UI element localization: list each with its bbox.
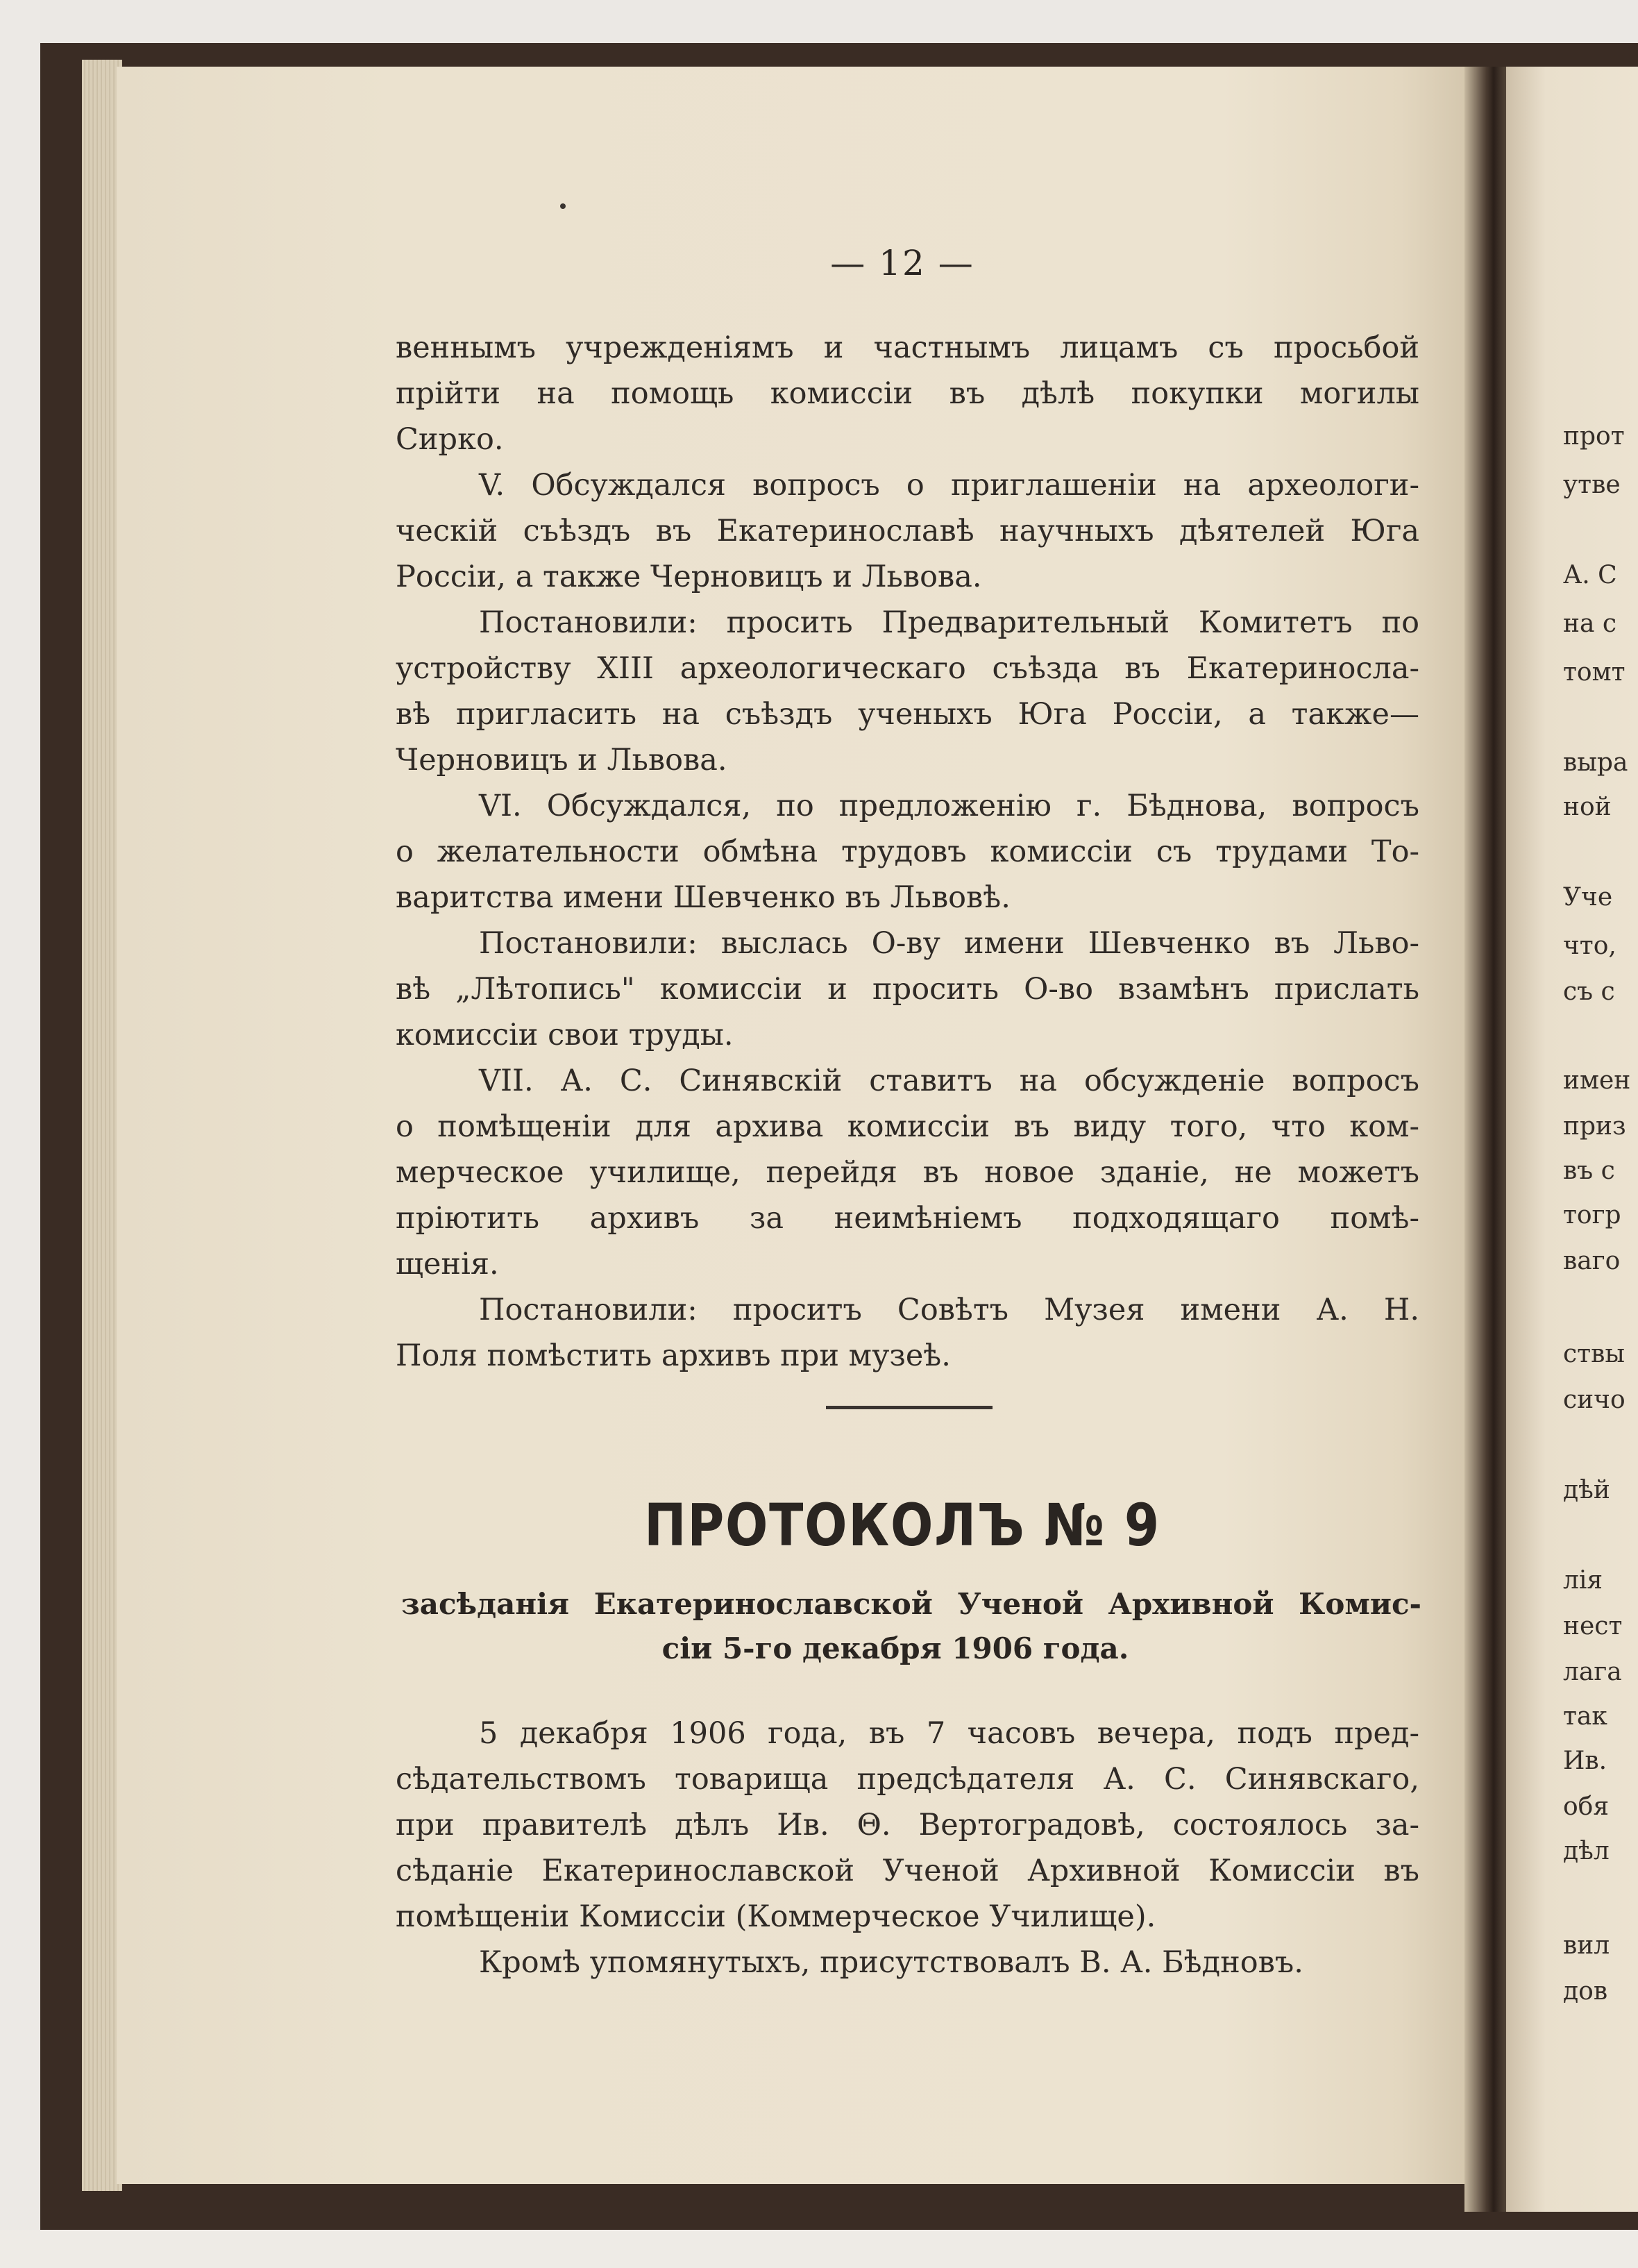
facing-page-fragment: ствы <box>1563 1340 1625 1368</box>
scan-margin-top <box>0 0 1638 43</box>
text-line: сѣдательствомъ товарища предсѣдателя А. С. Синявскаго, <box>396 1762 1419 1797</box>
text-line: Сирко. <box>396 422 504 457</box>
text-line: Кромѣ упомянутыхъ, присутствовалъ В. А. Бѣдновъ. <box>479 1945 1303 1980</box>
text-line: Россіи, а также Черновицъ и Львова. <box>396 560 982 594</box>
facing-page-fragment: выра <box>1563 748 1628 777</box>
facing-page-fragment: приз <box>1563 1112 1626 1141</box>
facing-page-fragment: вил <box>1563 1931 1610 1960</box>
text-line: VI. Обсуждался, по предложенію г. Бѣднова, вопросъ <box>479 789 1419 823</box>
text-line: Постановили: выслась О-ву имени Шевченко въ Льво- <box>479 926 1419 961</box>
text-line: Поля помѣстить архивъ при музеѣ. <box>396 1338 951 1373</box>
text-line: 5 декабря 1906 года, въ 7 часовъ вечера, подъ пред- <box>479 1716 1419 1751</box>
text-line: прійти на помощь комиссіи въ дѣлѣ покупки могилы <box>396 376 1419 411</box>
text-line: V. Обсуждался вопросъ о приглашеніи на археологи- <box>479 468 1419 503</box>
facing-page-fragment: лія <box>1563 1566 1603 1595</box>
protocol-subtitle-line: засѣданія Екатеринославской Ученой Архивной Комис- <box>401 1587 1421 1621</box>
text-line: мерческое училище, перейдя въ новое зданіе, не можетъ <box>396 1155 1419 1190</box>
scan-margin-bottom <box>0 2230 1638 2268</box>
facing-page-fragment: томт <box>1563 658 1626 687</box>
text-line: варитства имени Шевченко въ Львовѣ. <box>396 880 1011 915</box>
facing-page-fragment: обя <box>1563 1792 1610 1821</box>
text-line: Постановили: просить Предварительный Комитетъ по <box>479 605 1419 640</box>
facing-page-fragment: Ив. <box>1563 1747 1607 1775</box>
facing-page-fragment: что, <box>1563 932 1616 960</box>
facing-page-fragment: сичо <box>1563 1386 1626 1414</box>
text-line: ческій съѣздъ въ Екатеринославѣ научныхъ дѣятелей Юга <box>396 514 1419 548</box>
facing-page-fragment: съ с <box>1563 977 1615 1006</box>
facing-page-fragment: ной <box>1563 793 1612 821</box>
text-line: веннымъ учрежденіямъ и частнымъ лицамъ съ просьбой <box>396 330 1419 365</box>
facing-page-fragment: ваго <box>1563 1247 1621 1275</box>
protocol-title: ПРОТОКОЛЪ № 9 <box>644 1491 1160 1559</box>
text-line: сѣданіе Екатеринославской Ученой Архивной Комиссіи въ <box>396 1854 1419 1888</box>
text-line: вѣ пригласить на съѣздъ ученыхъ Юга Россіи, а также— <box>396 697 1419 732</box>
facing-page-fragment: дѣй <box>1563 1476 1610 1504</box>
facing-page-fragment: дов <box>1563 1977 1608 2006</box>
facing-page-fragment: нест <box>1563 1612 1623 1640</box>
text-line: комиссіи свои труды. <box>396 1018 734 1052</box>
facing-page-fragment: так <box>1563 1702 1607 1731</box>
text-line: о помѣщеніи для архива комиссіи въ виду того, что ком- <box>396 1109 1419 1144</box>
text-line: пріютить архивъ за неимѣніемъ подходящаго помѣ- <box>396 1201 1419 1236</box>
facing-page-fragment: прот <box>1563 422 1625 451</box>
facing-page <box>1506 67 1638 2212</box>
text-line: вѣ „Лѣтопись" комиссіи и просить О-во взамѣнъ прислать <box>396 972 1419 1007</box>
text-line: помѣщеніи Комиссіи (Коммерческое Училище). <box>396 1899 1156 1934</box>
scan-margin-left <box>0 0 40 2268</box>
text-line: о желательности обмѣна трудовъ комиссіи съ трудами То- <box>396 834 1419 869</box>
facing-page-fragment: въ с <box>1563 1157 1615 1185</box>
facing-page-fragment: на с <box>1563 610 1617 638</box>
facing-page-fragment: дѣл <box>1563 1837 1610 1865</box>
facing-page-fragment: Уче <box>1563 883 1613 912</box>
text-line: VII. А. С. Синявскій ставитъ на обсужденіе вопросъ <box>479 1064 1419 1098</box>
facing-page-fragment: имен <box>1563 1066 1631 1095</box>
facing-page-fragment: лага <box>1563 1658 1622 1686</box>
facing-page-fragment: тогр <box>1563 1201 1621 1229</box>
protocol-subtitle-line: сіи 5-го декабря 1906 года. <box>661 1631 1129 1665</box>
text-line: при правителѣ дѣлъ Ив. Θ. Вертоградовѣ, состоялось за- <box>396 1808 1419 1842</box>
facing-page-fragment: утве <box>1563 471 1621 499</box>
ink-speck <box>560 203 566 209</box>
text-line: устройству XIII археологическаго съѣзда въ Екатериносла- <box>396 651 1419 686</box>
text-line: Черновицъ и Львова. <box>396 743 727 778</box>
facing-page-fragment: А. С <box>1563 561 1617 589</box>
page-number: — 12 — <box>830 243 974 283</box>
section-divider <box>826 1406 993 1409</box>
text-line: щенія. <box>396 1247 499 1282</box>
text-line: Постановили: проситъ Совѣтъ Музея имени А. Н. <box>479 1293 1419 1327</box>
